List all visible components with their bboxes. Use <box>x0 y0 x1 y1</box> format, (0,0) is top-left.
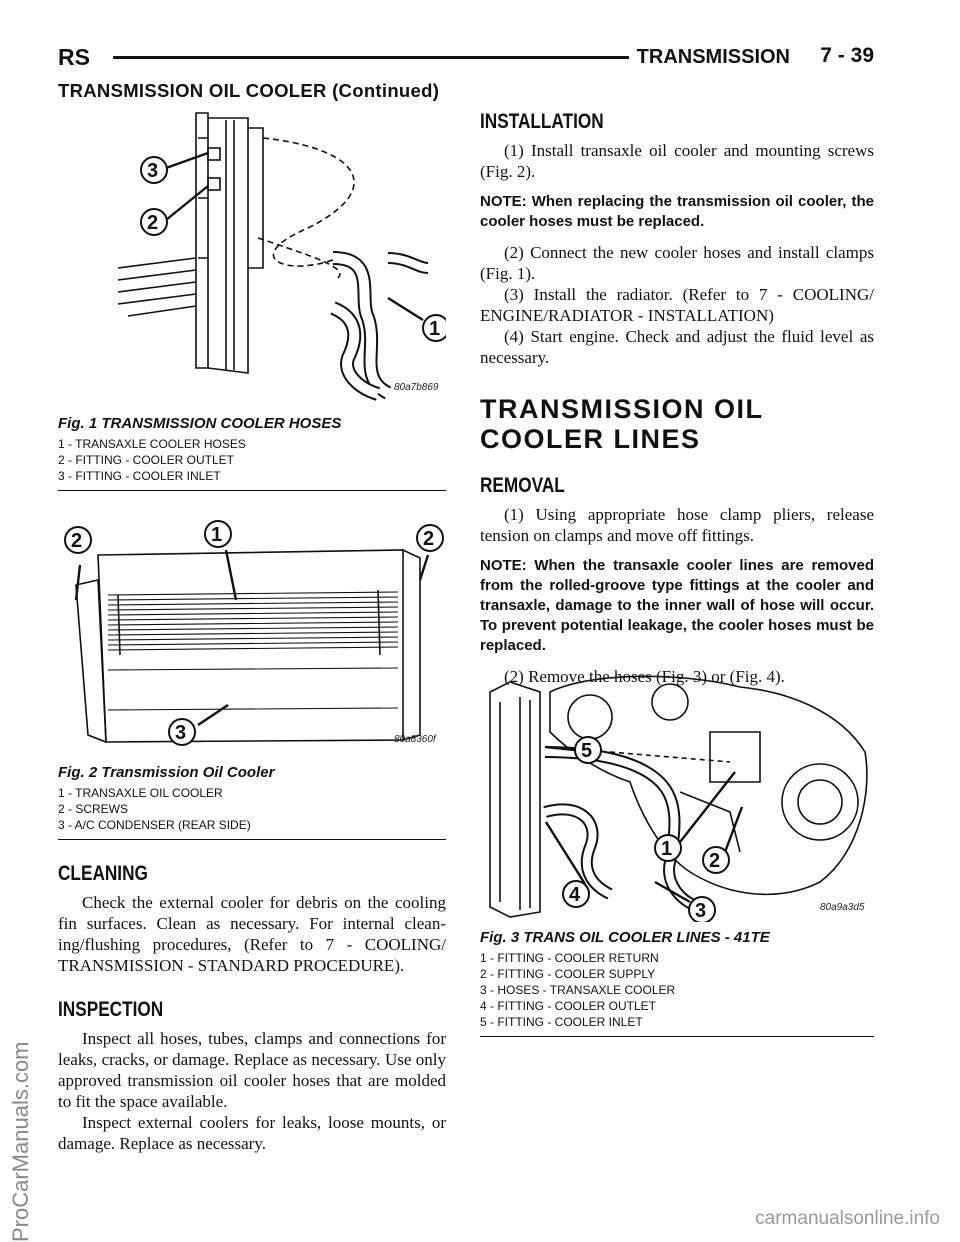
fig1-callout-1: 1 <box>429 318 441 340</box>
fig2-callout-2b: 2 <box>423 528 435 550</box>
fig3-callout-3: 3 <box>695 900 707 922</box>
cleaning-text: Check the external cooler for debris on the cooling fin surfaces. Clean as necessary. For internal clean-ing/flushing procedures, (Refer to 7 - COOLING/ TRANSMISSION - STANDARD PROCEDURE). <box>58 893 446 975</box>
side-watermark: ProCarManuals.com <box>8 1041 33 1242</box>
inspection-text-1: Inspect all hoses, tubes, clamps and connections for leaks, cracks, or damage. Replace as necessary. Use only approved transmission oil cooler hoses that are molded to fit the space available. <box>58 1029 446 1111</box>
header-model: RS <box>58 44 90 70</box>
page-number: 7 - 39 <box>820 44 874 67</box>
removal-heading: REMOVAL <box>480 474 565 497</box>
fig1-legend-3: 3 - FITTING - COOLER INLET <box>58 469 221 483</box>
inspection-text-2: Inspect external coolers for leaks, loose mounts, or damage. Replace as necessary. <box>58 1113 446 1153</box>
figure-2 <box>58 510 446 840</box>
figure-1-illustration <box>58 108 446 408</box>
fig3-callout-5: 5 <box>581 740 593 762</box>
fig1-caption: Fig. 1 TRANSMISSION COOLER HOSES <box>58 415 342 432</box>
fig3-code: 80a9a3d5 <box>820 902 865 913</box>
figure-2-illustration <box>58 510 446 755</box>
fig2-caption: Fig. 2 Transmission Oil Cooler <box>58 764 275 781</box>
fig3-legend-1: 1 - FITTING - COOLER RETURN <box>480 951 659 965</box>
fig3-legend-4: 4 - FITTING - COOLER OUTLET <box>480 999 657 1013</box>
installation-step-3: (3) Install the radiator. (Refer to 7 - COOLING/ ENGINE/RADIATOR - INSTALLATION) <box>480 285 874 325</box>
right-text-column <box>480 110 874 687</box>
fig3-callout-4: 4 <box>569 884 581 906</box>
lines-title: TRANSMISSION OIL COOLER LINES <box>480 394 764 454</box>
installation-step-1: (1) Install transaxle oil cooler and mounting screws (Fig. 2). <box>480 141 874 181</box>
fig1-code: 80a7b869 <box>394 382 439 393</box>
installation-step-2: (2) Connect the new cooler hoses and install clamps (Fig. 1). <box>480 243 874 283</box>
installation-note: NOTE: When replacing the transmission oil cooler, the cooler hoses must be replaced. <box>480 193 874 230</box>
fig2-legend-2: 2 - SCREWS <box>58 802 129 816</box>
bottom-watermark: carmanualsonline.info <box>755 1208 940 1229</box>
inspection-heading: INSPECTION <box>58 998 164 1021</box>
cleaning-heading: CLEANING <box>58 862 148 885</box>
removal-step-1: (1) Using appropriate hose clamp pliers, release tension on clamps and move off fittings. <box>480 505 874 545</box>
removal-step-2: (2) Remove the hoses (Fig. 3) or (Fig. 4). <box>504 667 785 686</box>
fig1-legend-2: 2 - FITTING - COOLER OUTLET <box>58 453 235 467</box>
removal-note: NOTE: When the transaxle cooler lines are removed from the rolled-groove type fittings at the cooler and transaxle, damage to the inner wall of hose will occur. To prevent potential leakage, the cooler hoses must be replaced. <box>480 557 874 654</box>
installation-step-4: (4) Start engine. Check and adjust the fluid level as necessary. <box>480 327 874 367</box>
fig1-legend-1: 1 - TRANSAXLE COOLER HOSES <box>58 437 246 451</box>
fig1-callout-2: 2 <box>147 212 159 234</box>
fig3-caption: Fig. 3 TRANS OIL COOLER LINES - 41TE <box>480 929 770 946</box>
fig2-legend-3: 3 - A/C CONDENSER (REAR SIDE) <box>58 818 251 832</box>
fig2-callout-3: 3 <box>175 722 187 744</box>
fig1-rule <box>58 490 446 491</box>
fig3-legend-2: 2 - FITTING - COOLER SUPPLY <box>480 967 656 981</box>
fig2-legend-1: 1 - TRANSAXLE OIL COOLER <box>58 786 223 800</box>
fig3-legend-5: 5 - FITTING - COOLER INLET <box>480 1015 643 1029</box>
figure-3 <box>480 672 874 1037</box>
fig2-callout-1: 1 <box>211 524 223 546</box>
fig3-rule <box>480 1036 874 1037</box>
fig3-legend-3: 3 - HOSES - TRANSAXLE COOLER <box>480 983 676 997</box>
fig2-rule <box>58 839 446 840</box>
left-text-column <box>58 862 446 1154</box>
figure-3-illustration <box>480 672 874 922</box>
figure-1 <box>58 108 446 491</box>
fig2-callout-2a: 2 <box>71 530 83 552</box>
fig2-code: 80a8360f <box>394 734 436 745</box>
continued-heading: TRANSMISSION OIL COOLER (Continued) <box>58 80 440 101</box>
installation-heading: INSTALLATION <box>480 110 604 133</box>
header-section: TRANSMISSION <box>636 46 790 68</box>
fig3-callout-1: 1 <box>661 838 673 860</box>
fig1-callout-3: 3 <box>147 160 159 182</box>
page-header <box>58 40 874 70</box>
header-rule <box>113 56 629 59</box>
fig3-callout-2: 2 <box>709 850 721 872</box>
